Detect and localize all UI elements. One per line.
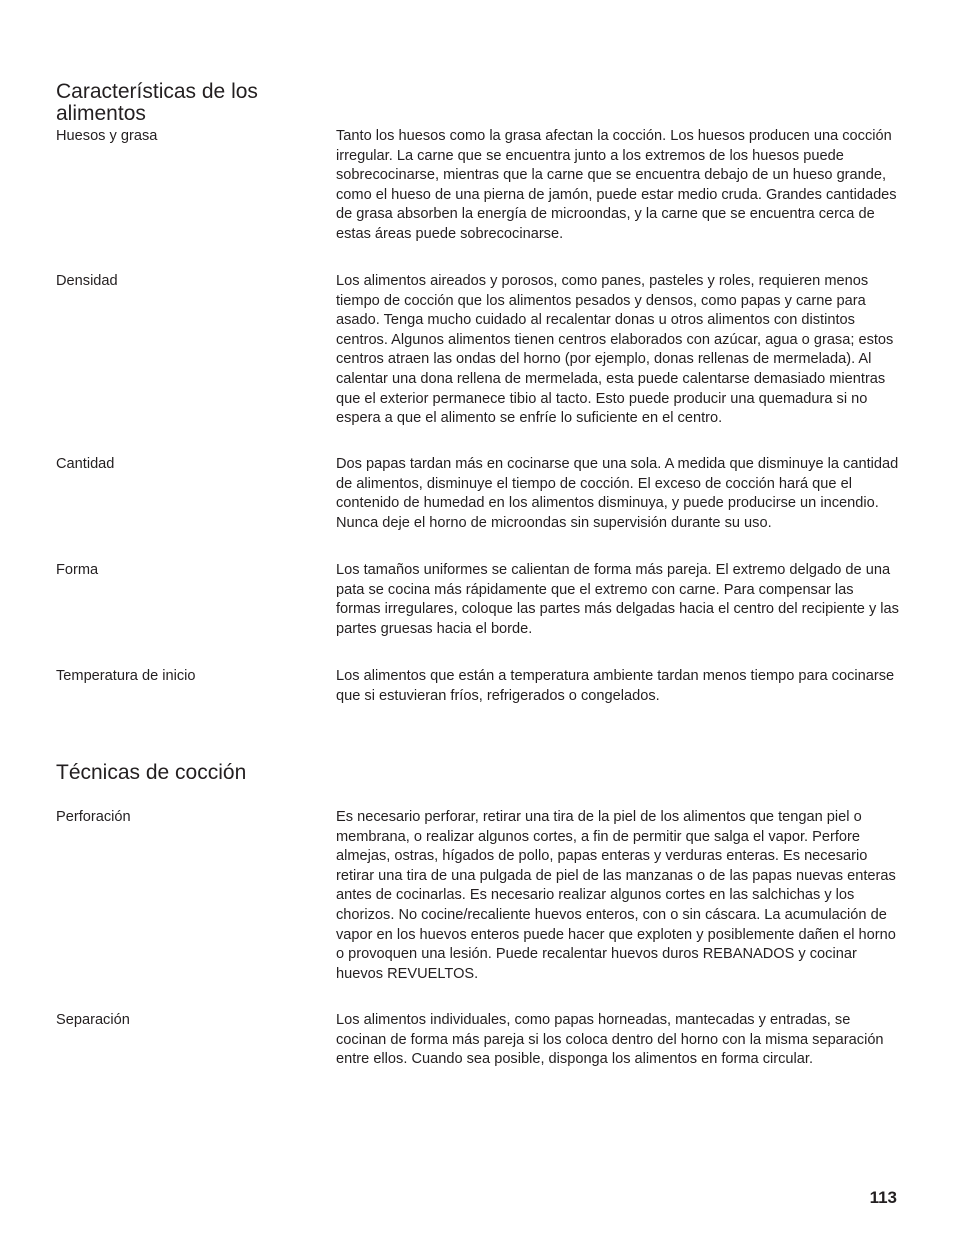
entry-text: Los alimentos individuales, como papas horneadas, mantecadas y entradas, se cocinan de forma más pareja si los coloca dentro del horno con la misma separación entre ellos. Cuando sea posible, disponga los alimentos en forma circular.	[336, 1012, 884, 1068]
entry-label: Perforación	[56, 809, 131, 825]
section-title-food-characteristics: Características de los alimentos	[56, 80, 258, 125]
entry-text: Dos papas tardan más en cocinarse que una sola. A medida que disminuye la cantidad de alimentos, disminuye el tiempo de cocción. El exceso de cocción hará que el contenido de humedad en los alimentos disminuya, y puede producirse un incendio. Nunca deje el horno de microondas sin supervisión durante su uso.	[336, 456, 899, 531]
entry-text: Tanto los huesos como la grasa afectan la cocción. Los huesos producen una cocción irregular. La carne que se encuentra junto a los extremos de los huesos puede sobrecocinarse, mientras que la carne que se encuentra debajo de un hueso grande, como el hueso de una pierna de jamón, puede estar medio cruda. Grandes cantidades de grasa absorben la energía de microondas, y la carne que se encuentra cerca de estas áreas puede sobrecocinarse.	[336, 128, 897, 242]
entry-text: Los alimentos que están a temperatura ambiente tardan menos tiempo para cocinarse que si estuvieran fríos, refrigerados o congelados.	[336, 668, 895, 704]
page-number: 113	[869, 1188, 897, 1207]
entry-text: Es necesario perforar, retirar una tira de la piel de los alimentos que tengan piel o membrana, o realizar algunos cortes, a fin de permitir que salga el vapor. Perfore almejas, ostras, hígados de pollo, papas enteras y verduras enteras. Es necesario retirar una tira de una pulgada de piel de las manzanas o de las papas nuevas enteras antes de cocinarlas. Es necesario realizar algunos cortes en las salchichas y los chorizos. No cocine/recaliente huevos enteros, con o sin cáscara. La acumulación de vapor en los huevos enteros puede hacer que exploten y posiblemente dañen el horno o provoquen una lesión. Puede recalentar huevos duros REBANADOS y cocinar huevos REVUELTOS.	[336, 809, 896, 982]
section-title-cooking-techniques: Técnicas de cocción	[56, 761, 247, 784]
entry-label: Densidad	[56, 273, 118, 289]
entry-label: Temperatura de inicio	[56, 668, 196, 684]
entry-text: Los alimentos aireados y porosos, como panes, pasteles y roles, requieren menos tiempo de cocción que los alimentos pesados y densos, como papas y carne para asado. Tenga mucho cuidado al recalentar donas u otros alimentos con distintos centros. Algunos alimentos tienen centros elaborados con azúcar, agua o grasa; estos centros atraen las ondas del horno (por ejemplo, donas rellenas de mermelada). Al calentar una dona rellena de mermelada, esta puede calentarse demasiado mientras que el exterior permanece tibio al tacto. Esto puede producir una quemadura si no espera a que el alimento se enfríe lo suficiente en el centro.	[336, 273, 894, 427]
entry-text: Los tamaños uniformes se calientan de forma más pareja. El extremo delgado de una pata se cocina más rápidamente que el extremo con carne. Para compensar las formas irregulares, coloque las partes más delgadas hacia el centro del recipiente y las partes gruesas hacia el borde.	[336, 562, 899, 637]
entry-label: Forma	[56, 562, 99, 578]
entry-label: Cantidad	[56, 456, 115, 472]
entry-label: Separación	[56, 1012, 130, 1028]
entry-label: Huesos y grasa	[56, 128, 158, 144]
